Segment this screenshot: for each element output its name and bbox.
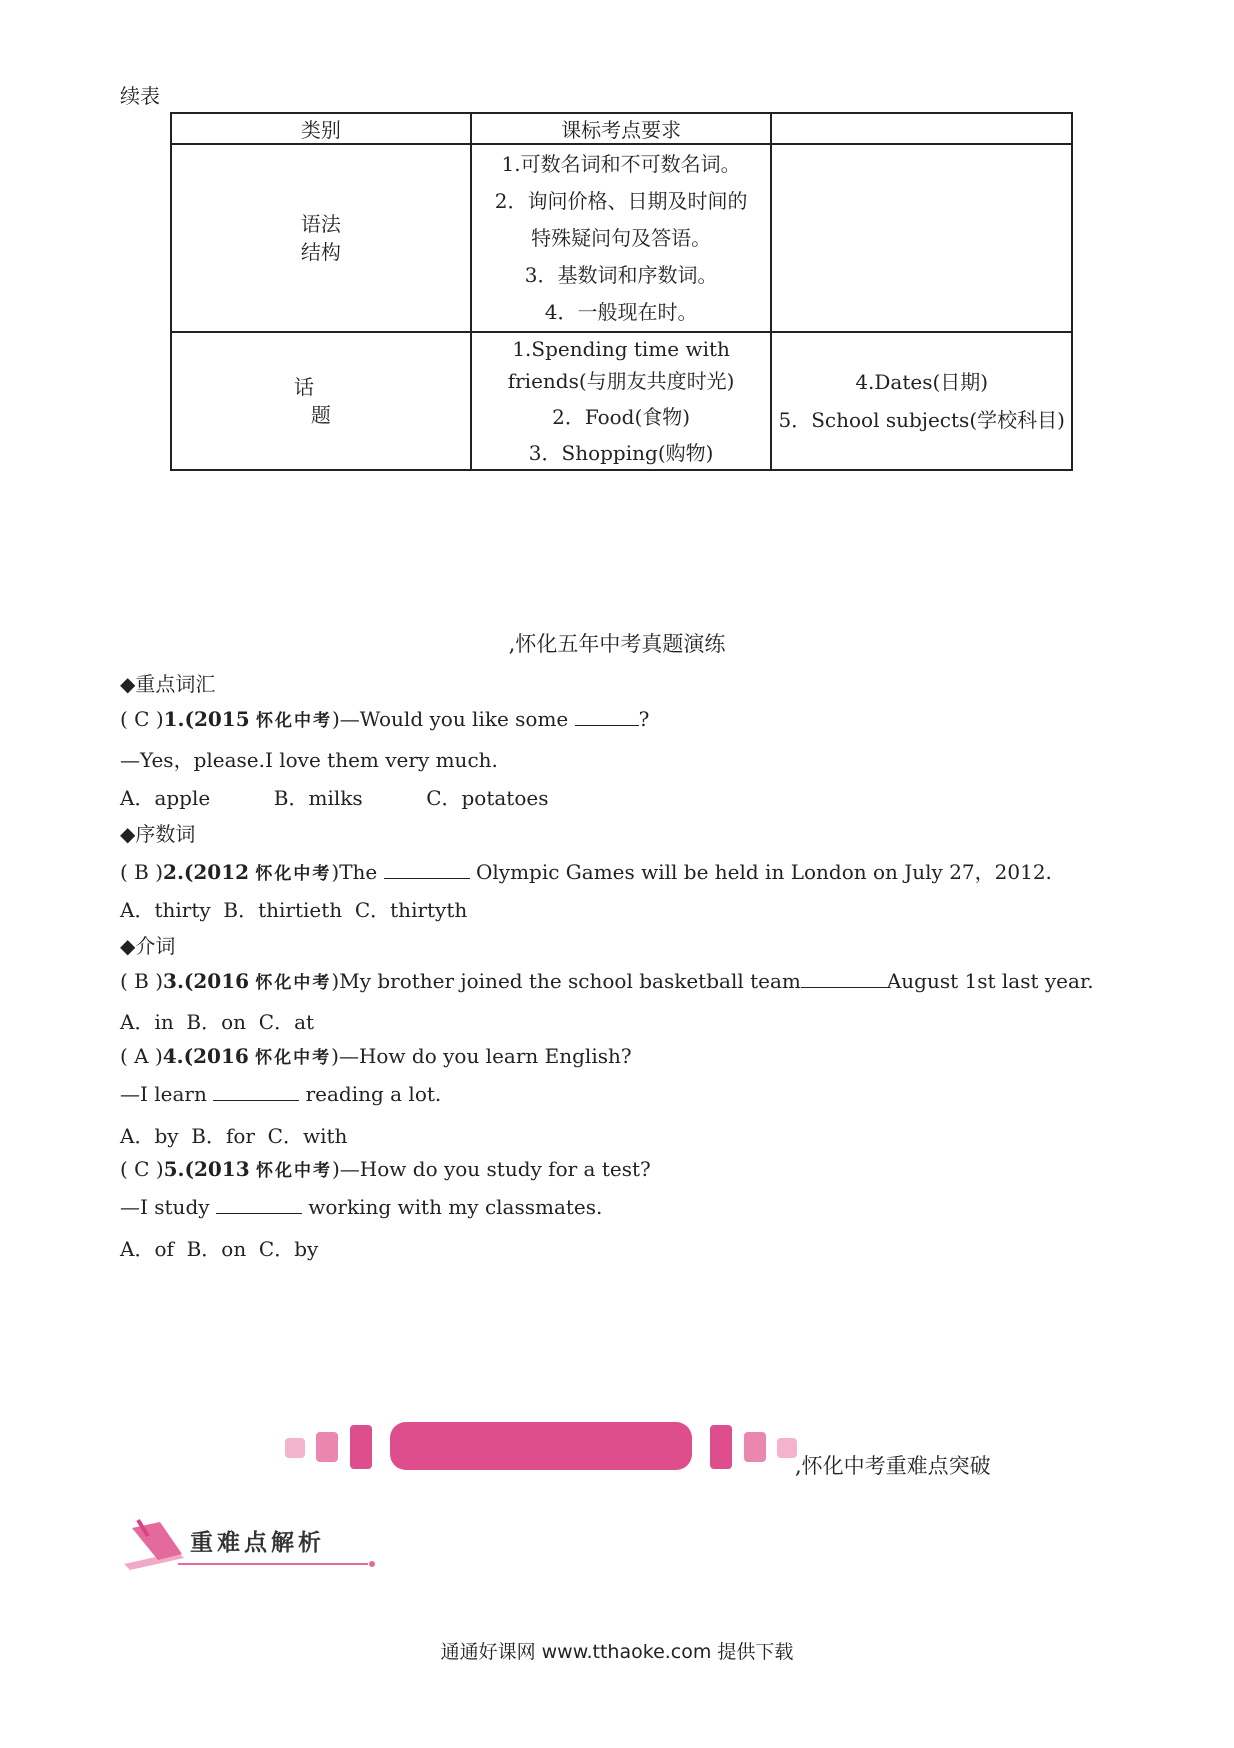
- banner-square-light: [285, 1438, 305, 1458]
- question-reply: [120, 1195, 602, 1219]
- table-header-row: [171, 113, 1072, 144]
- exam-source: 怀化中考: [256, 1161, 332, 1181]
- topic-item: 1.Spending time with: [512, 337, 730, 361]
- answer-blank: [213, 1082, 299, 1101]
- grammar-item: 4．一般现在时。: [544, 299, 698, 324]
- answer-prefix: ( A ): [120, 1044, 163, 1068]
- answer-prefix: ( C ): [120, 1157, 164, 1181]
- topic-item: 3．Shopping(购物): [528, 441, 714, 465]
- topic-item: 4.Dates(日期): [855, 370, 989, 394]
- continued-label: 续表: [120, 84, 160, 108]
- reply-start: —I study: [120, 1195, 216, 1219]
- grammar-items-cell: [471, 144, 772, 332]
- answer-prefix: ( B ): [120, 969, 164, 993]
- header-requirements: 课标考点要求: [471, 113, 772, 144]
- exam-source: 怀化中考: [255, 973, 332, 993]
- question-1: [120, 706, 649, 731]
- question-stem: )My brother joined the school basketball team: [331, 969, 801, 993]
- exam-source: 怀化中考: [255, 864, 332, 884]
- answer-blank: [216, 1195, 302, 1214]
- banner-square-mid: [744, 1432, 766, 1462]
- topic-items-cell-2: [771, 332, 1072, 470]
- question-stem: )The: [331, 860, 384, 884]
- banner-square-light: [777, 1438, 797, 1458]
- table-row-topic: [171, 332, 1072, 470]
- reply-end: working with my classmates.: [301, 1195, 603, 1219]
- category-label: ◆序数词: [120, 822, 196, 846]
- question-number: 3.(2016: [163, 969, 250, 993]
- question-options: A．in B．on C．at: [120, 1010, 315, 1034]
- question-3: [120, 968, 1094, 993]
- exam-source: 怀化中考: [256, 711, 332, 731]
- grammar-item: 1.可数名词和不可数名词。: [501, 151, 741, 176]
- answer-blank: [384, 860, 470, 879]
- banner-bar: [390, 1422, 692, 1470]
- topic-item: 2．Food(食物): [552, 405, 691, 429]
- category-label: ◆重点词汇: [120, 672, 216, 696]
- question-stem-end: ?: [638, 707, 650, 731]
- banner-square-mid: [316, 1432, 338, 1462]
- grammar-empty-cell: [771, 144, 1072, 332]
- question-reply: [120, 1082, 441, 1106]
- topic-item: 5．School subjects(学校科目): [778, 408, 1065, 432]
- grammar-category-line: 结构: [300, 240, 341, 264]
- banner-square-dark: [350, 1425, 372, 1469]
- question-stem-end: Olympic Games will be held in London on July 27，2012.: [469, 860, 1052, 884]
- grammar-item: 3．基数词和序数词。: [524, 262, 718, 287]
- question-options: A．thirty B．thirtieth C．thirtyth: [120, 898, 468, 922]
- question-stem-end: August 1st last year.: [886, 969, 1094, 993]
- curriculum-table: [170, 112, 1073, 471]
- exam-source: 怀化中考: [255, 1048, 332, 1068]
- topic-category-cell: [171, 332, 471, 470]
- question-number: 2.(2012: [163, 860, 250, 884]
- reply-start: —I learn: [120, 1082, 214, 1106]
- topic-item: friends(与朋友共度时光): [507, 369, 735, 393]
- section-title: ,怀化五年中考真题演练: [508, 632, 726, 656]
- reply-end: reading a lot.: [299, 1082, 442, 1106]
- footer-credit: 通通好课网 www.tthaoke.com 提供下载: [440, 1641, 794, 1663]
- question-number: 5.(2013: [163, 1157, 250, 1181]
- question-options: A．apple B．milks C．potatoes: [120, 786, 549, 810]
- answer-prefix: ( B ): [120, 860, 164, 884]
- header-empty: [771, 113, 1072, 144]
- grammar-item: 2．询问价格、日期及时间的: [494, 188, 748, 213]
- question-number: 4.(2016: [162, 1044, 249, 1068]
- analysis-title: 重难点解析: [190, 1529, 325, 1556]
- analysis-heading: [118, 1514, 380, 1574]
- grammar-category-cell: [171, 144, 471, 332]
- answer-prefix: ( C ): [120, 707, 164, 731]
- grammar-category-line: 语法: [300, 212, 341, 236]
- header-category: 类别: [171, 113, 471, 144]
- question-number: 1.(2015: [163, 707, 250, 731]
- answer-blank: [801, 969, 887, 988]
- topic-category-line: 话: [294, 375, 314, 399]
- question-options: A．of B．on C．by: [120, 1237, 319, 1261]
- topic-category-line: 题: [310, 403, 331, 427]
- table-row-grammar: [171, 144, 1072, 332]
- question-stem: )—How do you learn English?: [331, 1044, 632, 1068]
- question-stem: )—How do you study for a test?: [332, 1157, 651, 1181]
- topic-items-cell: [471, 332, 772, 470]
- category-label: ◆介词: [120, 934, 176, 958]
- question-4: [120, 1043, 632, 1068]
- banner-text: ,怀化中考重难点突破: [795, 1454, 991, 1478]
- section-banner: [0, 1422, 1234, 1472]
- question-options: A．by B．for C．with: [120, 1124, 348, 1148]
- banner-square-dark: [710, 1425, 732, 1469]
- answer-blank: [575, 707, 639, 726]
- question-reply: —Yes，please.I love them very much.: [120, 748, 498, 772]
- question-2: [120, 856, 1052, 885]
- question-5: [120, 1156, 651, 1181]
- question-stem: )—Would you like some: [332, 707, 575, 731]
- grammar-item: 特殊疑问句及答语。: [531, 225, 712, 250]
